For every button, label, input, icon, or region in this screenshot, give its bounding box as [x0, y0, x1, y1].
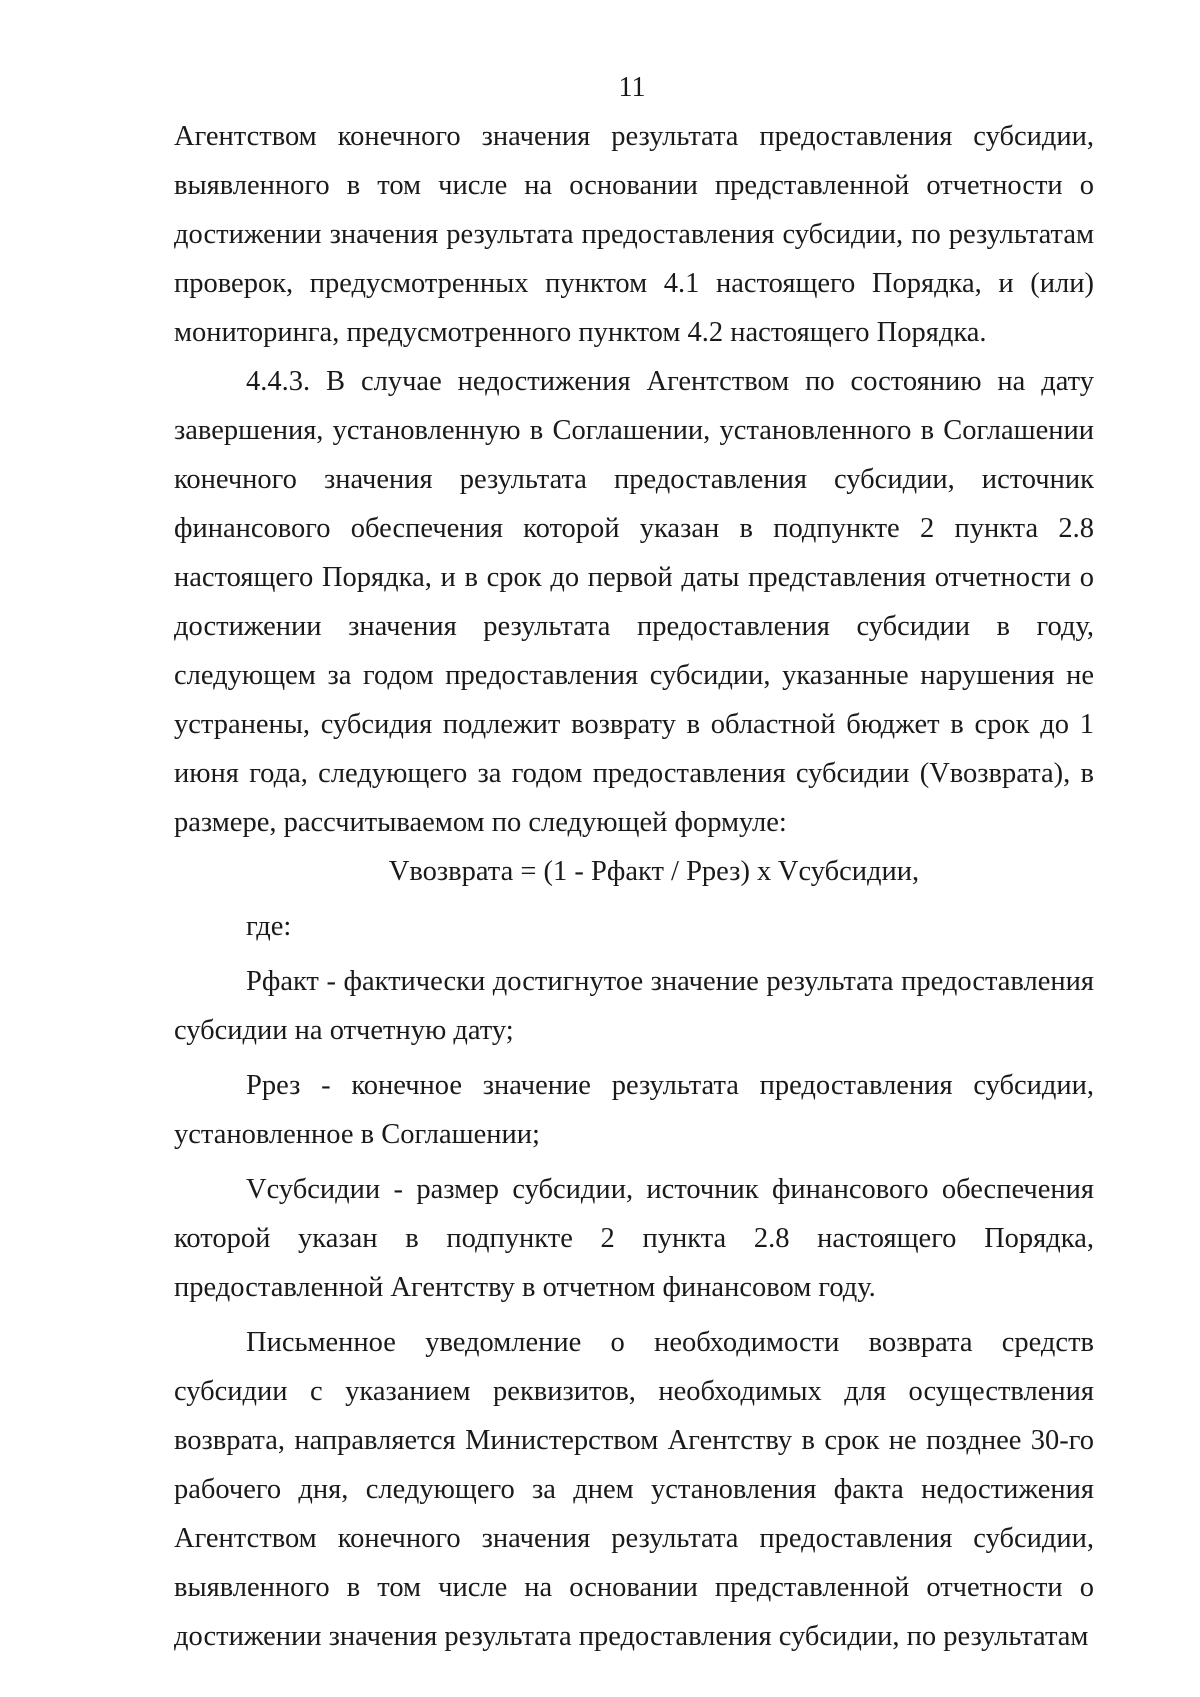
formula: Vвозврата = (1 - Рфакт / Рpез) x Vсубсидии,: [388, 856, 920, 887]
definition-rfakt: Рфакт - фактически достигнутое значение результата предоставления субсидии на отчетную дату;: [174, 966, 1094, 1046]
paragraph-4-4-3: 4.4.3. В случае недостижения Агентством по состоянию на дату завершения, установленную в Соглашении, установленного в Соглашении конечного значения результата предоставления субсидии, источник финансового обеспечения которой указан в подпункте 2 пункта 2.8 настоящего Порядка, и в срок до первой даты представления отчетности о достижении значения результата предоставления субсидии в году, следующем за годом предоставления субсидии, указанные нарушения не устранены, субсидия подлежит возврату в областной бюджет в срок до 1 июня года, следующего за годом предоставления субсидии (Vвозврата), в размере, рассчитываемом по следующей формуле:: [174, 366, 1094, 838]
definition-vsubsidii: Vсубсидии - размер субсидии, источник финансового обеспечения которой указан в подпункте 2 пункта 2.8 настоящего Порядка, предоставленной Агентству в отчетном финансовом году.: [174, 1174, 1094, 1303]
paragraph-notification: Письменное уведомление о необходимости возврата средств субсидии с указанием реквизитов, необходимых для осуществления возврата, направляется Министерством Агентству в срок не позднее 30-го рабочего дня, следующего за днем установления факта недостижения Агентством конечного значения результата предоставления субсидии, выявленного в том числе на основании представленной отчетности о достижении значения результата предоставления субсидии, по результатам: [174, 1327, 1094, 1652]
paragraph-continuation: Агентством конечного значения результата предоставления субсидии, выявленного в том числе на основании представленной отчетности о достижении значения результата предоставления субсидии, по результатам проверок, предусмотренных пунктом 4.1 настоящего Порядка, и (или) мониторинга, предусмотренного пунктом 4.2 настоящего Порядка.: [174, 121, 1094, 348]
document-body: [174, 112, 1094, 1661]
page-number: 11: [618, 72, 646, 103]
formula-where: где:: [246, 911, 292, 942]
definition-rrez: Рpез - конечное значение результата предоставления субсидии, установленное в Соглашении;: [174, 1070, 1094, 1150]
